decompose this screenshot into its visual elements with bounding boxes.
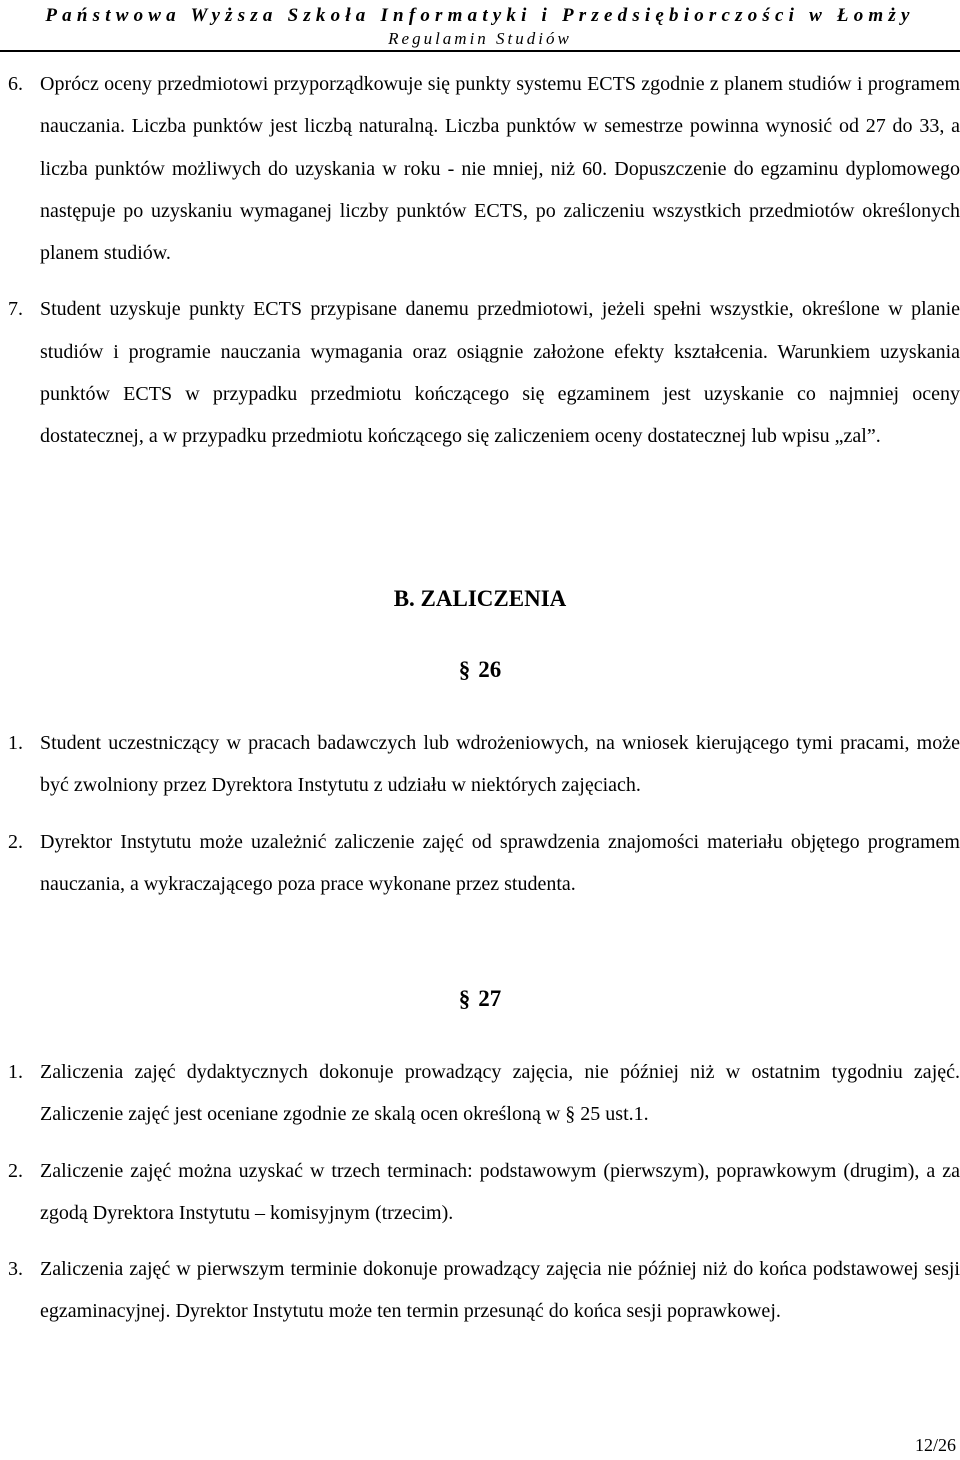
list-item (8, 722, 960, 807)
section-heading: B. ZALICZENIA (393, 586, 567, 611)
section-a-list (8, 63, 960, 458)
institution-name: Państwowa Wyższa Szkoła Informatyki i Przedsiębiorczości w Łomży (45, 5, 915, 26)
list-item (8, 1248, 960, 1333)
item-text: Oprócz oceny przedmiotowi przyporządkowuje się punkty systemu ECTS zgodnie z planem studiów i programem nauczania. Liczba punktów jest liczbą naturalną. Liczba punktów w semestrze powinna wynosić od 27 do 33, a liczba punktów możliwych do uzyskania w roku - nie mniej, niż 60. Dopuszczenie do egzaminu dyplomowego następuje po uzyskaniu wymaganej liczby punktów ECTS, po zaliczeniu wszystkich przedmiotów określonych planem studiów. (40, 73, 960, 265)
paragraph-heading (0, 657, 960, 683)
item-number: 1. (8, 1061, 23, 1083)
list-item (8, 1051, 960, 1136)
item-text: Zaliczenia zajęć dydaktycznych dokonuje prowadzący zajęcia, nie później niż w ostatnim tygodniu zajęć. Zaliczenie zajęć jest oceniane zgodnie ze skalą ocen określoną w § 25 ust.1. (40, 1061, 960, 1126)
item-number: 6. (8, 73, 23, 95)
item-number: 3. (8, 1258, 23, 1281)
list-item (8, 288, 960, 457)
item-number: 2. (8, 1159, 23, 1182)
item-number: 1. (8, 732, 23, 754)
page-number: 12/26 (914, 1435, 956, 1455)
item-number: 7. (8, 298, 23, 321)
header-divider (0, 50, 960, 52)
list-item (8, 821, 960, 906)
list-item (8, 63, 960, 274)
item-text: Zaliczenie zajęć można uzyskać w trzech terminach: podstawowym (pierwszym), poprawkowym (drugim), a za zgodą Dyrektora Instytutu – komisyjnym (trzecim). (40, 1159, 960, 1224)
paragraph-heading (0, 986, 960, 1012)
paragraph-26-list (8, 722, 960, 905)
item-text: Student uzyskuje punkty ECTS przypisane danemu przedmiotowi, jeżeli spełni wszystkie, określone w planie studiów i programie nauczania wymagania oraz osiągnie założone efekty kształcenia. Warunkiem uzyskania punktów ECTS w przypadku przedmiotu kończącego się egzaminem jest uzyskanie co najmniej oceny dostatecznej, a w przypadku przedmiotu kończącego się zaliczeniem oceny dostatecznej lub wpisu „zal”. (40, 298, 960, 448)
item-number: 2. (8, 830, 23, 853)
item-text: Student uczestniczący w pracach badawczych lub wdrożeniowych, na wniosek kierującego tymi pracami, może być zwolniony przez Dyrektora Instytutu z udziału w niektórych zajęciach. (40, 732, 960, 797)
item-text: Zaliczenia zajęć w pierwszym terminie dokonuje prowadzący zajęcia nie później niż do końca podstawowej sesji egzaminacyjnej. Dyrektor Instytutu może ten termin przesunąć do końca sesji poprawkowej. (40, 1258, 960, 1323)
section-sign: § (458, 657, 471, 682)
document-title: Regulamin Studiów (388, 29, 572, 48)
item-text: Dyrektor Instytutu może uzależnić zaliczenie zajęć od sprawdzenia znajomości materiału objętego programem nauczania, a wykraczającego poza prace wykonane przez studenta. (40, 830, 960, 895)
paragraph-number: 26 (478, 657, 502, 682)
paragraph-number: 27 (478, 986, 502, 1011)
paragraph-27-list (8, 1051, 960, 1333)
list-item (8, 1150, 960, 1235)
section-sign: § (458, 986, 471, 1011)
page-header (0, 0, 960, 50)
